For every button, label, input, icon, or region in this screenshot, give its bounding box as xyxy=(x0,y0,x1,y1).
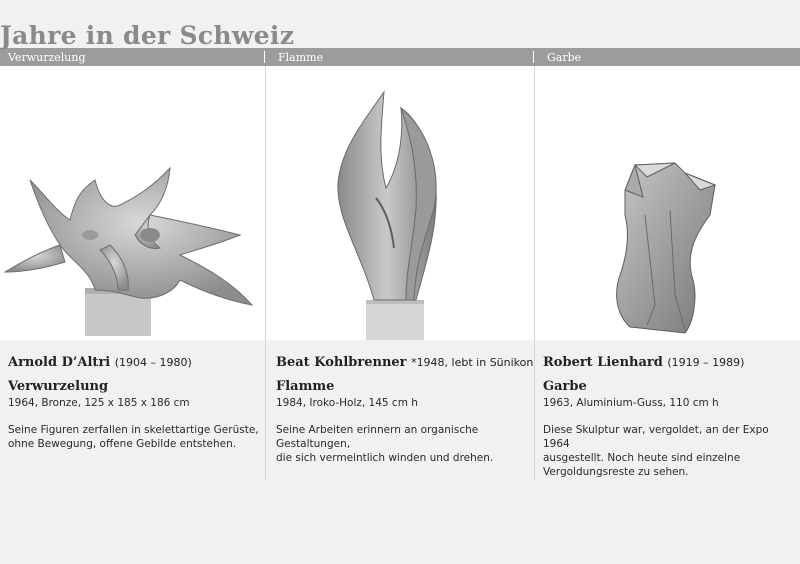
header-bar xyxy=(0,48,800,66)
work-card-flamme xyxy=(276,340,538,465)
artist-dates: (1919 – 1989) xyxy=(667,356,745,369)
work-meta: 1964, Bronze, 125 x 185 x 186 cm xyxy=(8,397,190,409)
work-card-verwurzelung xyxy=(8,340,270,451)
work-meta: 1984, Iroko-Holz, 145 cm h xyxy=(276,397,418,409)
section-separator xyxy=(533,51,534,63)
artist-dates: (1904 – 1980) xyxy=(114,356,192,369)
artist-name xyxy=(543,355,793,370)
work-description: Seine Figuren zerfallen in skelettartige Gerüste, ohne Bewegung, offene Gebilde entstehen. xyxy=(8,424,259,450)
sculpture-flamme-image xyxy=(266,88,534,340)
work-title: Verwurzelung xyxy=(8,379,109,394)
work-description: Diese Skulptur war, vergoldet, an der Expo 1964 ausgestellt. Noch heute sind einzelne Vergoldungsreste zu sehen. xyxy=(543,424,769,478)
section-label-flamme: Flamme xyxy=(278,51,324,64)
sculpture-garbe-image xyxy=(535,155,800,340)
work-title: Garbe xyxy=(543,379,587,394)
artist-name-text: Arnold D’Altri xyxy=(8,355,111,370)
artist-name-text: Beat Kohlbrenner xyxy=(276,355,407,370)
section-label-garbe: Garbe xyxy=(547,51,582,64)
work-description: Seine Arbeiten erinnern an organische Gestaltungen, die sich vermeintlich winden und drehen. xyxy=(276,424,494,464)
artist-dates: *1948, lebt in Sünikon xyxy=(411,356,534,369)
work-title: Flamme xyxy=(276,379,335,394)
page-title: Jahre in der Schweiz xyxy=(0,21,295,50)
sculpture-verwurzelung-image xyxy=(0,150,265,340)
section-label-verwurzelung: Verwurzelung xyxy=(8,51,86,64)
artist-name xyxy=(276,355,538,370)
work-meta: 1963, Aluminium-Guss, 110 cm h xyxy=(543,397,719,409)
section-separator xyxy=(264,51,265,63)
artist-name-text: Robert Lienhard xyxy=(543,355,663,370)
artist-name xyxy=(8,355,270,370)
work-card-garbe xyxy=(543,340,793,479)
